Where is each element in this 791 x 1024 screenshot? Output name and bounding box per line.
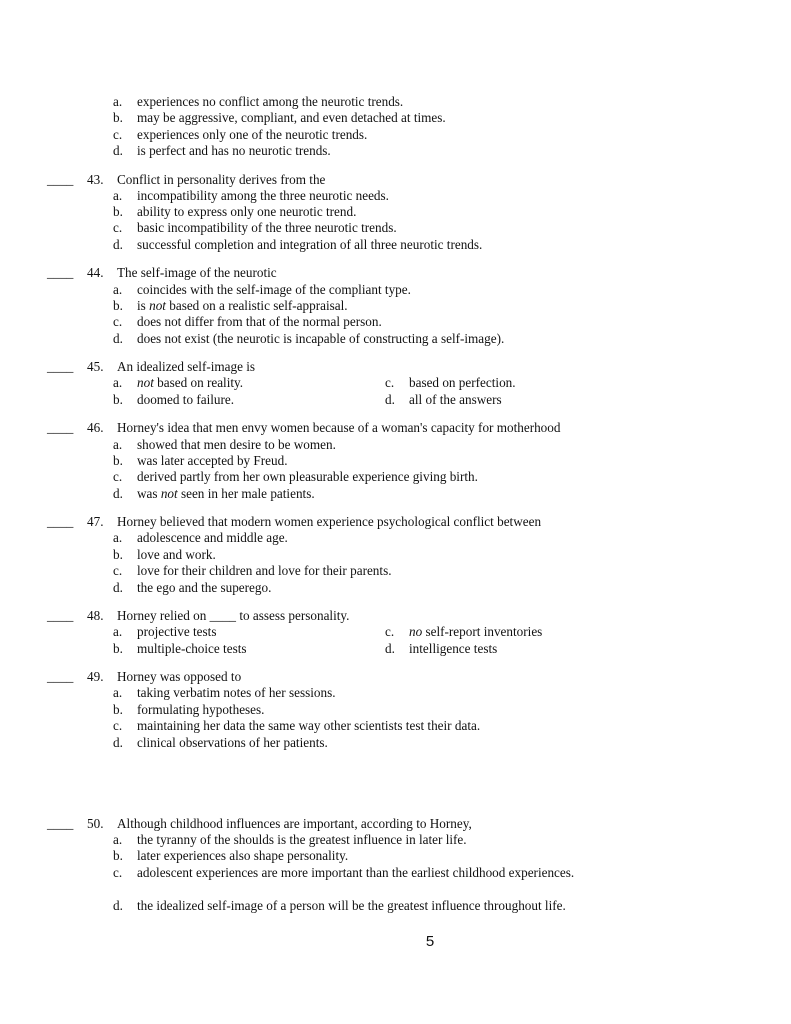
option-text: maintaining her data the same way other scientists test their data.	[137, 718, 481, 733]
question-stem: Horney's idea that men envy women because of a woman's capacity for motherhood	[117, 420, 561, 435]
option-text	[137, 375, 243, 391]
option-text: the tyranny of the shoulds is the greatest influence in later life.	[137, 832, 467, 847]
option-text: basic incompatibility of the three neurotic trends.	[137, 220, 397, 235]
option-letter: d.	[113, 898, 123, 913]
option-text-post: self-report inventories	[422, 624, 543, 639]
option-letter: d.	[113, 143, 123, 158]
option-text: does not exist (the neurotic is incapable of constructing a self-image).	[137, 331, 505, 346]
option-text-emphasis: no	[409, 624, 423, 639]
option-text	[409, 624, 542, 640]
option-text-emphasis: not	[149, 298, 166, 313]
option-letter: c.	[113, 220, 123, 235]
option-text: derived partly from her own pleasurable experience giving birth.	[137, 469, 478, 484]
option-letter: b.	[113, 298, 123, 313]
option-text: adolescent experiences are more important than the earliest childhood experiences.	[137, 865, 575, 880]
answer-blank[interactable]: ____	[47, 816, 74, 831]
option-letter: c.	[385, 624, 395, 639]
option-text-post: based on a realistic self-appraisal.	[165, 298, 348, 313]
question-number: 43.	[87, 172, 104, 187]
option-letter: d.	[113, 486, 123, 501]
question-stem: Horney was opposed to	[117, 669, 242, 684]
option-text: may be aggressive, compliant, and even detached at times.	[137, 110, 446, 125]
option-letter: a.	[113, 437, 123, 452]
option-letter: b.	[113, 848, 123, 863]
answer-blank[interactable]: ____	[47, 608, 74, 623]
option-letter: c.	[113, 563, 123, 578]
option-letter: b.	[113, 702, 123, 717]
answer-blank[interactable]: ____	[47, 172, 74, 187]
option-letter: a.	[113, 530, 123, 545]
option-letter: d.	[385, 641, 395, 656]
option-text: adolescence and middle age.	[137, 530, 288, 545]
option-text: intelligence tests	[409, 641, 498, 656]
option-text: showed that men desire to be women.	[137, 437, 336, 452]
option-text-pre: is	[137, 298, 150, 313]
option-text: formulating hypotheses.	[137, 702, 265, 717]
question-stem: Although childhood influences are important, according to Horney,	[117, 816, 472, 831]
question-number: 48.	[87, 608, 104, 623]
question-stem: The self-image of the neurotic	[117, 265, 277, 280]
option-text: the idealized self-image of a person will be the greatest influence throughout life.	[137, 898, 566, 913]
question-stem: An idealized self-image is	[117, 359, 256, 374]
option-text: projective tests	[137, 624, 217, 639]
answer-blank[interactable]: ____	[47, 514, 74, 529]
option-letter: a.	[113, 624, 123, 639]
option-letter: c.	[113, 469, 123, 484]
option-text: love for their children and love for their parents.	[137, 563, 392, 578]
option-letter: a.	[113, 832, 123, 847]
option-letter: a.	[113, 188, 123, 203]
option-text: ability to express only one neurotic trend.	[137, 204, 357, 219]
answer-blank[interactable]: ____	[47, 265, 74, 280]
option-text	[137, 298, 348, 314]
option-text-post: seen in her male patients.	[177, 486, 315, 501]
option-letter: c.	[113, 127, 123, 142]
option-letter: b.	[113, 392, 123, 407]
option-letter: b.	[113, 453, 123, 468]
page-number: 5	[425, 933, 435, 950]
question-stem: Horney relied on ____ to assess personality.	[117, 608, 350, 623]
option-letter: c.	[113, 718, 123, 733]
question-number: 47.	[87, 514, 104, 529]
option-letter: a.	[113, 94, 123, 109]
option-text-emphasis: not	[137, 375, 154, 390]
option-text-pre: was	[137, 486, 161, 501]
option-letter: c.	[385, 375, 395, 390]
option-text: was later accepted by Freud.	[137, 453, 288, 468]
option-letter: c.	[113, 865, 123, 880]
question-number: 46.	[87, 420, 104, 435]
option-text: all of the answers	[409, 392, 502, 407]
option-letter: a.	[113, 685, 123, 700]
option-letter: b.	[113, 547, 123, 562]
option-text: incompatibility among the three neurotic needs.	[137, 188, 389, 203]
option-letter: a.	[113, 375, 123, 390]
question-stem: Horney believed that modern women experience psychological conflict between	[117, 514, 542, 529]
option-text-emphasis: not	[160, 486, 178, 501]
option-letter: d.	[113, 237, 123, 252]
option-text: experiences no conflict among the neurotic trends.	[137, 94, 404, 109]
option-text: is perfect and has no neurotic trends.	[137, 143, 331, 158]
option-letter: a.	[113, 282, 123, 297]
option-text: later experiences also shape personality.	[137, 848, 349, 863]
option-text: taking verbatim notes of her sessions.	[137, 685, 336, 700]
option-letter: c.	[113, 314, 123, 329]
option-text: based on perfection.	[409, 375, 516, 390]
question-number: 49.	[87, 669, 104, 684]
option-letter: b.	[113, 641, 123, 656]
answer-blank[interactable]: ____	[47, 359, 74, 374]
option-text: coincides with the self-image of the compliant type.	[137, 282, 411, 297]
option-letter: d.	[385, 392, 395, 407]
option-text: the ego and the superego.	[137, 580, 272, 595]
option-text-post: based on reality.	[153, 375, 244, 390]
option-text: doomed to failure.	[137, 392, 235, 407]
question-number: 50.	[87, 816, 104, 831]
option-text: experiences only one of the neurotic trends.	[137, 127, 368, 142]
option-text: does not differ from that of the normal person.	[137, 314, 382, 329]
option-letter: d.	[113, 735, 123, 750]
answer-blank[interactable]: ____	[47, 420, 74, 435]
option-text: clinical observations of her patients.	[137, 735, 328, 750]
answer-blank[interactable]: ____	[47, 669, 74, 684]
question-number: 44.	[87, 265, 104, 280]
question-number: 45.	[87, 359, 104, 374]
option-text: multiple-choice tests	[137, 641, 247, 656]
option-letter: d.	[113, 580, 123, 595]
option-text: successful completion and integration of all three neurotic trends.	[137, 237, 483, 252]
option-text	[137, 486, 315, 502]
question-stem: Conflict in personality derives from the	[117, 172, 326, 187]
option-text: love and work.	[137, 547, 216, 562]
option-letter: b.	[113, 110, 123, 125]
option-letter: d.	[113, 331, 123, 346]
option-letter: b.	[113, 204, 123, 219]
